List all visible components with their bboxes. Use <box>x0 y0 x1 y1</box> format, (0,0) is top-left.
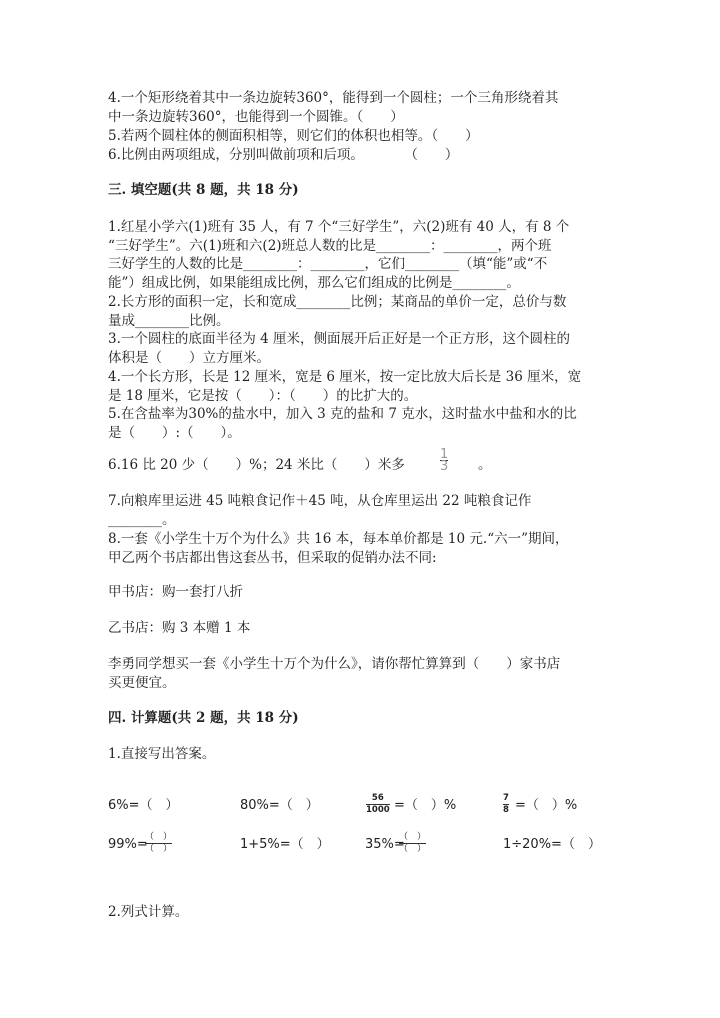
fill-q3-line1: 3.一个圆柱的底面半径为 4 厘米，侧面展开后正好是一个正方形，这个圆柱的 <box>108 331 571 347</box>
fraction-denominator: 1000 <box>366 805 390 815</box>
fill-q6-text: 6.16 比 20 少（ ）%；24 米比（ ）米多 <box>108 457 405 473</box>
fill-q8-line1: 8.一套《小学生十万个为什么》共 16 本，每本单价都是 10 元.“六一”期间， <box>108 531 569 547</box>
fill-q4-line2: 是 18 厘米，它是按（ ）：（ ）的比扩大的。 <box>108 388 418 404</box>
fraction-numerator: （ ） <box>145 832 173 842</box>
fill-q8-line4: 买更便宜。 <box>108 675 176 691</box>
fill-q8-line3: 李勇同学想买一套《小学生十万个为什么》，请你帮忙算算到（ ）家书店 <box>108 656 561 672</box>
fill-q1-line4: 能”）组成比例，如果能组成比例，那么它们组成的比例是________。 <box>108 275 520 291</box>
fill-q2-line2: 量成________比例。 <box>108 313 230 329</box>
calc-item-4-fraction <box>503 793 509 816</box>
calc-item-2: 80%=（ ） <box>240 798 319 813</box>
fill-q3-line2: 体积是（ ）立方厘米。 <box>108 350 270 366</box>
fraction-denominator: （ ） <box>399 844 427 854</box>
fill-q1-line2: “三好学生”。六(1)班和六(2)班总人数的比是________：________，两个班 <box>108 238 552 254</box>
calc-item-8: 1÷20%=（ ） <box>503 837 601 852</box>
judge-q4-line2: 中一条边旋转360°，也能得到一个圆锥。（ ） <box>108 109 404 125</box>
fraction-numerator: 56 <box>371 793 384 803</box>
fill-q6-end: 。 <box>478 457 492 473</box>
calc-item-5-lhs: 99%= <box>108 837 148 852</box>
fraction-numerator: （ ） <box>399 832 427 842</box>
calc-item-7-lhs: 35%= <box>365 837 405 852</box>
calc-item-1: 6%=（ ） <box>108 798 179 813</box>
calc-item-4-rest: =（ ）% <box>515 798 578 813</box>
section4-title: 四. 计算题(共 2 题，共 18 分) <box>108 710 299 726</box>
fill-q7-line1: 7.向粮库里运进 45 吨粮食记作＋45 吨，从仓库里运出 22 吨粮食记作 <box>108 493 532 509</box>
fraction-denominator: 8 <box>503 805 509 815</box>
calc-item-5-fraction <box>145 832 172 855</box>
fill-q5-line2: 是（ ）:（ ）。 <box>108 425 241 441</box>
fill-q6-fraction <box>440 449 448 472</box>
fill-q2-line1: 2.长方形的面积一定，长和宽成________比例；某商品的单价一定，总价与数 <box>108 294 567 310</box>
fraction-numerator: 7 <box>503 793 509 803</box>
judge-q5: 5.若两个圆柱体的侧面积相等，则它们的体积也相等。（ ） <box>108 128 479 144</box>
fraction-numerator: 1 <box>440 447 449 462</box>
calc-item-7-fraction <box>399 832 426 855</box>
fill-q5-line1: 5.在含盐率为30%的盐水中，加入 3 克的盐和 7 克水，这时盐水中盐和水的比 <box>108 406 577 422</box>
judge-q6: 6.比例由两项组成，分别叫做前项和后项。 （ ） <box>108 147 459 163</box>
fill-q1-line3: 三好学生的人数的比是________：________，它们________（填“能”或“不 <box>108 256 548 272</box>
calc-item-6: 1+5%=（ ） <box>240 837 330 852</box>
fraction-denominator: （ ） <box>145 844 173 854</box>
calc-item-3-rest: =（ ）% <box>394 798 457 813</box>
fill-q1-line1: 1.红星小学六(1)班有 35 人，有 7 个“三好学生”，六(2)班有 40 人，有 8 个 <box>108 219 570 235</box>
section3-title: 三. 填空题(共 8 题，共 18 分) <box>108 182 299 198</box>
fill-q8-shop1: 甲书店：购一套打八折 <box>108 584 243 600</box>
fill-q4-line1: 4.一个长方形，长是 12 厘米，宽是 6 厘米，按一定比放大后长是 36 厘米，宽 <box>108 369 582 385</box>
judge-q4-line1: 4.一个矩形绕着其中一条边旋转360°，能得到一个圆柱；一个三角形绕着其 <box>108 90 559 106</box>
calc-item-3-fraction <box>366 793 390 816</box>
calc-q2: 2.列式计算。 <box>108 904 189 920</box>
fill-q8-shop2: 乙书店：购 3 本赠 1 本 <box>108 620 251 636</box>
fill-q7-line2: ________。 <box>108 512 176 528</box>
fill-q8-line2: 甲乙两个书店都出售这套丛书，但采取的促销办法不同: <box>108 550 437 566</box>
calc-q1: 1.直接写出答案。 <box>108 746 216 762</box>
fraction-denominator: 3 <box>440 459 449 474</box>
